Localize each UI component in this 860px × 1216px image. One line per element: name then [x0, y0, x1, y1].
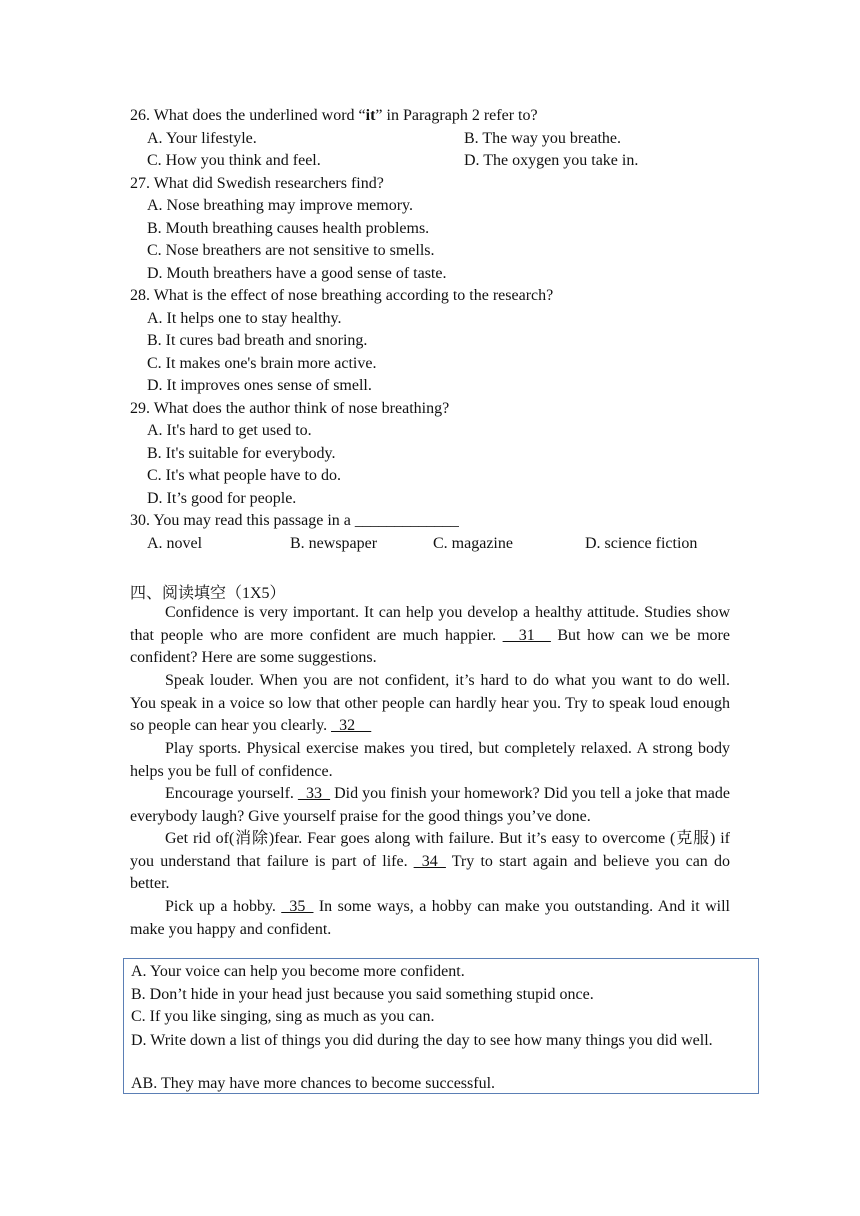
passage-paragraph-6: Pick up a hobby. _35_ In some ways, a hobby can make you outstanding. And it will make you happy and confident. — [130, 898, 730, 938]
question-30-option-c: C. magazine — [433, 535, 513, 552]
choices-box — [123, 958, 759, 1094]
question-26-option-c: C. How you think and feel. — [147, 152, 321, 169]
question-26-option-a: A. Your lifestyle. — [147, 130, 257, 147]
question-26-stem: 26. What does the underlined word “it” in Paragraph 2 refer to? — [130, 107, 538, 124]
question-30-option-d: D. science fiction — [585, 535, 698, 552]
question-30-option-a: A. novel — [147, 535, 203, 552]
choice-c: C. If you like singing, sing as much as you can. — [131, 1008, 435, 1025]
question-27-option-c: C. Nose breathers are not sensitive to smells. — [147, 242, 435, 259]
question-29-stem: 29. What does the author think of nose breathing? — [130, 400, 450, 417]
question-29-option-a: A. It's hard to get used to. — [147, 422, 312, 439]
question-30-option-b: B. newspaper — [290, 535, 378, 552]
blank-35: _35_ — [281, 898, 314, 915]
blank-33: _33_ — [298, 785, 330, 802]
passage-paragraph-1: Confidence is very important. It can help you develop a healthy attitude. Studies show that people who are more confident are much happier. __31__ But how can we be more confident? Here are some suggestions. — [130, 604, 730, 667]
question-30-stem: 30. You may read this passage in a _____________ — [130, 512, 459, 529]
question-28-option-d: D. It improves ones sense of smell. — [147, 377, 372, 394]
question-28-option-c: C. It makes one's brain more active. — [147, 355, 377, 372]
question-29-option-c: C. It's what people have to do. — [147, 467, 341, 484]
question-26-option-d: D. The oxygen you take in. — [464, 152, 639, 169]
choice-ab: AB. They may have more chances to become successful. — [131, 1075, 496, 1092]
choice-d: D. Write down a list of things you did during the day to see how many things you did well. — [131, 1032, 713, 1049]
blank-31: __31__ — [502, 626, 551, 644]
section-heading: 四、阅读填空（1X5） — [130, 585, 286, 602]
question-29-option-b: B. It's suitable for everybody. — [147, 445, 336, 462]
passage-paragraph-3: Play sports. Physical exercise makes you tired, but completely relaxed. A strong body helps you be full of confidence. — [130, 740, 730, 780]
blank-32: _32__ — [331, 717, 372, 735]
passage-paragraph-5: Get rid of(消除)fear. Fear goes along with failure. But it’s easy to overcome (克服) if you understand that failure is part of life. _34_ Try to start again and believe you can do better. — [130, 830, 731, 893]
question-26-option-b: B. The way you breathe. — [464, 130, 621, 147]
question-27-stem: 27. What did Swedish researchers find? — [130, 175, 384, 192]
passage-paragraph-4: Encourage yourself. _33_ Did you finish your homework? Did you tell a joke that made everybody laugh? Give yourself praise for the good things you’ve done. — [130, 785, 730, 825]
question-28-option-b: B. It cures bad breath and snoring. — [147, 332, 368, 349]
question-28-option-a: A. It helps one to stay healthy. — [147, 310, 342, 327]
question-27-option-b: B. Mouth breathing causes health problems. — [147, 220, 430, 237]
choice-a: A. Your voice can help you become more confident. — [131, 963, 465, 980]
blank-34: _34_ — [413, 852, 446, 870]
question-28-stem: 28. What is the effect of nose breathing according to the research? — [130, 287, 554, 304]
question-27-option-a: A. Nose breathing may improve memory. — [147, 197, 414, 214]
question-27-option-d: D. Mouth breathers have a good sense of taste. — [147, 265, 447, 282]
question-29-option-d: D. It’s good for people. — [147, 490, 297, 507]
choice-b: B. Don’t hide in your head just because you said something stupid once. — [131, 986, 594, 1003]
passage-paragraph-2: Speak louder. When you are not confident, it’s hard to do what you want to do well. You speak in a voice so low that other people can hardly hear you. Try to speak loud enough so people can hear you clearly. _32__ — [130, 672, 730, 735]
